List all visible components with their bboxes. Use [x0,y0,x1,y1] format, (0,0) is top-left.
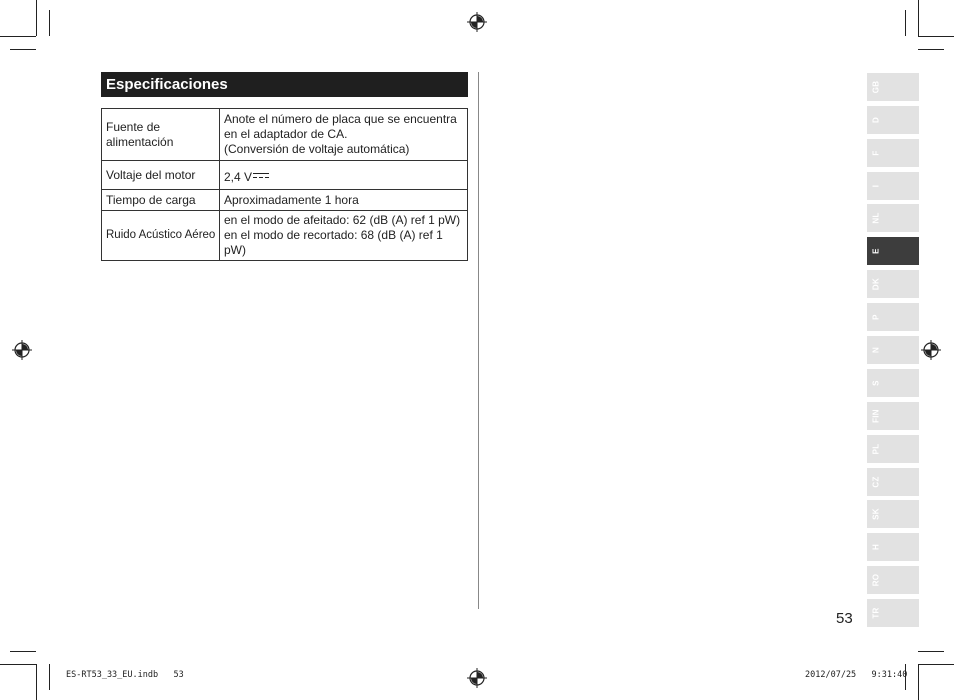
language-tab-f[interactable] [867,139,919,167]
registration-mark-icon [467,668,487,688]
table-row [102,190,468,211]
language-tab-nl[interactable] [867,204,919,232]
language-tab-label: DK [871,277,881,291]
language-tab-pl[interactable] [867,435,919,463]
spec-label: Fuente de alimentación [102,109,220,161]
column-divider [478,72,479,609]
language-tab-fin[interactable] [867,402,919,430]
spec-value-line: en el adaptador de CA. [224,127,348,141]
spec-value [220,109,468,161]
footer-file-info: ES-RT53_33_EU.indb 53 [66,670,184,680]
dc-symbol-icon [253,172,269,179]
registration-mark-icon [12,340,32,360]
language-tab-label: H [871,543,881,551]
spec-value-line: en el modo de recortado: 68 (dB (A) ref 1 pW) [224,228,443,257]
language-tab-tr[interactable] [867,599,919,627]
page-number: 53 [836,610,853,627]
language-tab-label: P [871,314,881,320]
section-title: Especificaciones [101,72,468,97]
language-tab-s[interactable] [867,369,919,397]
spec-label: Ruido Acústico Aéreo [102,211,220,261]
spec-value-line: Anote el número de placa que se encuentra [224,112,457,126]
spec-value-line: (Conversión de voltaje automática) [224,142,410,156]
language-tab-e[interactable] [867,237,919,265]
registration-mark-icon [921,340,941,360]
language-tab-label: TR [871,607,881,619]
language-tab-label: I [871,184,881,188]
language-tab-label: CZ [871,476,881,488]
spec-value: Aproximadamente 1 hora [220,190,468,211]
table-row [102,211,468,261]
language-tab-gb[interactable] [867,73,919,101]
language-tab-label: F [871,150,881,156]
language-tab-label: PL [871,443,881,455]
language-tab-sk[interactable] [867,500,919,528]
specifications-table [101,108,468,261]
spec-value [220,161,468,190]
language-tab-label: GB [871,80,881,94]
language-tab-ro[interactable] [867,566,919,594]
table-row [102,161,468,190]
language-tab-n[interactable] [867,336,919,364]
spec-value [220,211,468,261]
language-tab-label: E [871,248,881,254]
language-tab-label: N [871,346,881,354]
language-tab-label: RO [871,573,881,587]
language-tab-cz[interactable] [867,468,919,496]
registration-mark-icon [467,12,487,32]
spec-value-text: 2,4 V [224,169,253,184]
spec-label: Voltaje del motor [102,161,220,190]
language-tab-d[interactable] [867,106,919,134]
footer-timestamp: 2012/07/25 9:31:40 [805,670,908,680]
language-tab-label: S [871,380,881,386]
spec-value-line: en el modo de afeitado: 62 (dB (A) ref 1 pW) [224,213,461,227]
language-tab-label: SK [871,508,881,520]
language-tab-i[interactable] [867,172,919,200]
language-tab-dk[interactable] [867,270,919,298]
language-tab-label: NL [871,212,881,224]
language-tab-label: D [871,116,881,124]
language-tab-h[interactable] [867,533,919,561]
language-tab-p[interactable] [867,303,919,331]
language-tab-label: FIN [871,409,881,423]
spec-label: Tiempo de carga [102,190,220,211]
table-row [102,109,468,161]
